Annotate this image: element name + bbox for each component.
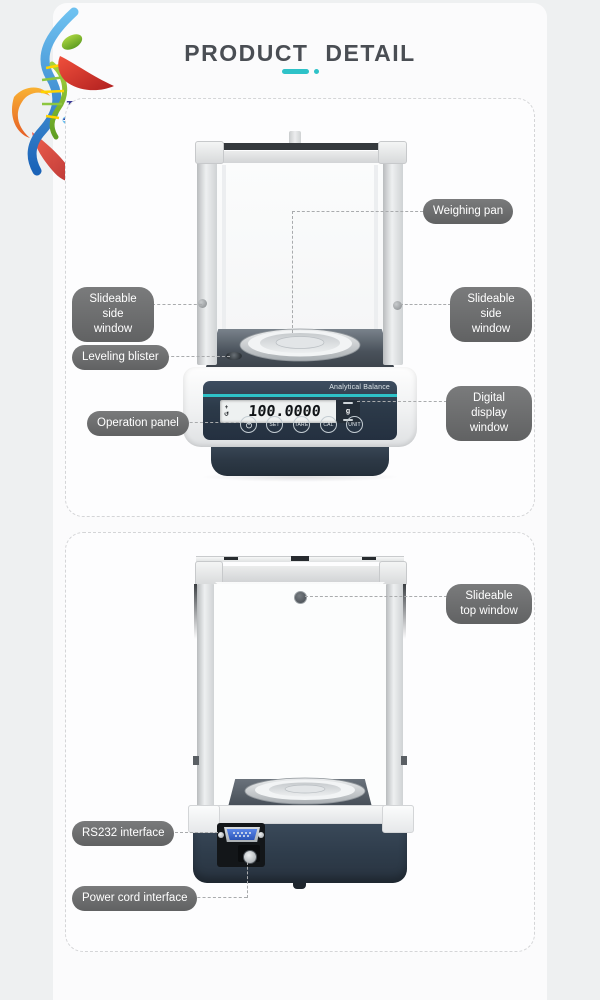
callout-side-window-left: Slideable side window [72,287,154,342]
unit-button[interactable]: UNIT [346,416,363,433]
panel-accent-line [203,394,397,397]
lcd-legend-mark [343,402,353,404]
callout-line [357,401,447,402]
callout-rs232: RS232 interface [72,821,174,846]
top-window-knob [294,591,307,604]
device-model-text: Analytical Balance [329,384,390,391]
title-underline-bar [282,69,309,74]
power-socket-pin [243,850,257,864]
set-button[interactable]: SET [266,416,283,433]
callout-line [292,211,423,212]
power-button[interactable] [240,416,257,433]
ground-shadow [200,472,400,482]
unit-label: g [345,408,351,415]
top-glass-edge [221,143,379,150]
tare-button[interactable]: TARE [293,416,310,433]
callout-power-cord: Power cord interface [72,886,197,911]
rs232-pins [233,832,235,834]
power-icon [245,421,253,429]
callout-side-window-right: Slideable side window [450,287,532,342]
callout-line [400,304,451,305]
callout-top-window: Slideable top window [446,584,532,624]
top-rail [199,151,401,163]
callout-operation-panel: Operation panel [87,411,189,436]
device-foot [293,883,306,889]
callout-line [292,211,293,333]
callout-display-window: Digital display window [446,386,532,441]
weighing-pan-illustration [238,327,362,363]
cal-button[interactable]: CAL [320,416,337,433]
rs232-screw [218,832,224,838]
callout-line [247,862,248,898]
rear-right-post [386,584,403,810]
top-edge-mark [224,557,238,560]
side-bracket [382,805,414,833]
callout-leveling-blister: Leveling blister [72,345,169,370]
side-bracket [188,805,220,833]
page-title: PRODUCT DETAIL [184,40,416,66]
corner-block [195,141,224,164]
weight-readout: 100.0000 [247,402,322,420]
plus-sign: + [224,404,229,411]
lcd-status-icons [220,400,233,423]
right-post [383,162,403,365]
stability-icon: ↺ [223,411,230,418]
top-edge-mark [362,557,376,560]
rear-left-post [197,584,214,810]
callout-line [305,596,447,597]
callout-weighing-pan: Weighing pan [423,199,513,224]
glass-edge [194,584,197,639]
hinge-nub [401,756,407,765]
glass-edge [403,584,406,639]
top-edge-mark [291,556,309,561]
operation-panel-part [203,381,397,440]
rs232-connector-part [225,829,259,840]
rs232-screw [258,832,264,838]
left-post [197,162,217,365]
right-window-knob [393,301,402,310]
title-underline-dot [314,69,319,74]
hinge-nub [193,756,199,765]
corner-block [378,141,407,164]
weighing-pan-rear-illustration [243,777,367,805]
rear-top-rail [199,566,401,582]
base-top-band [188,805,414,824]
callout-line [152,304,202,305]
